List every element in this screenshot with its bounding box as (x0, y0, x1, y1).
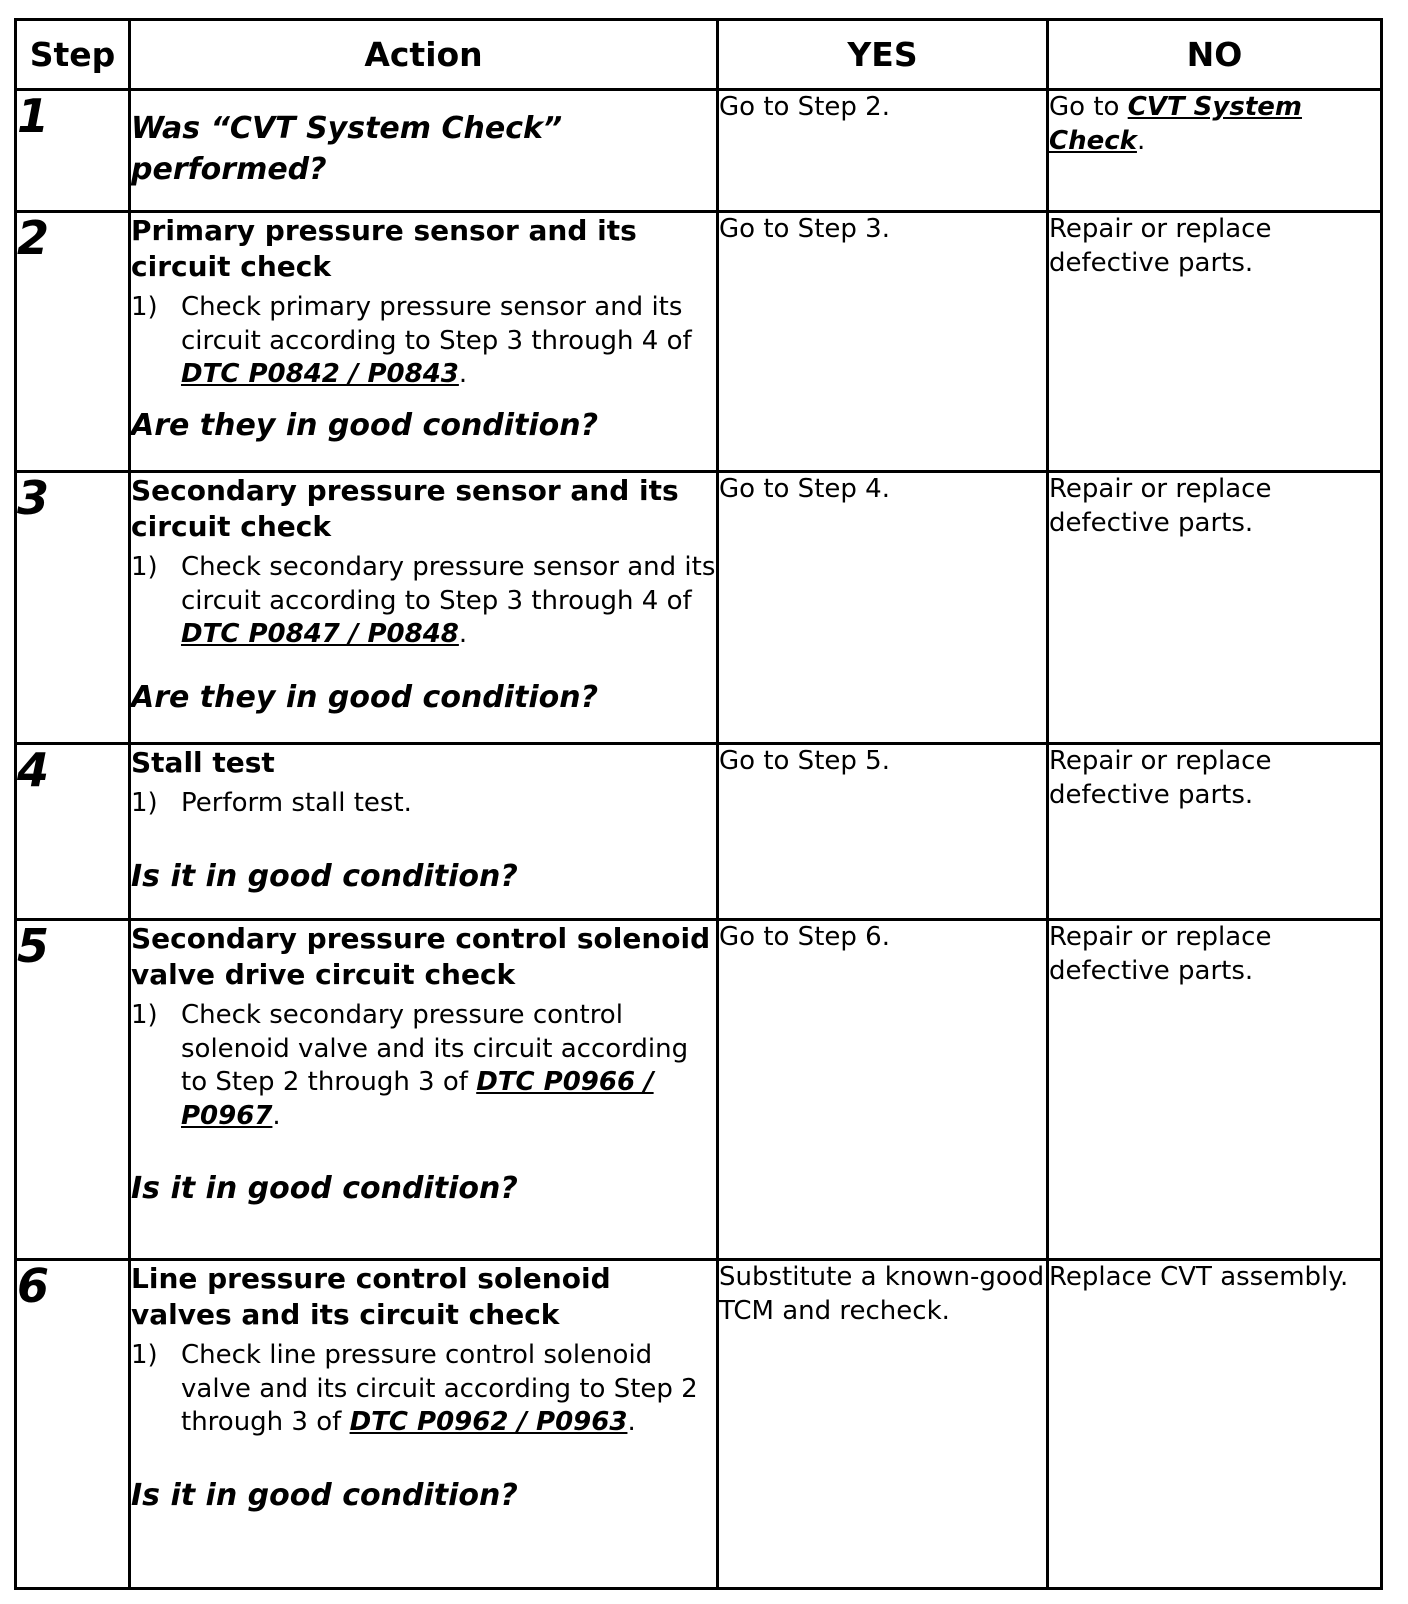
substep-end: . (458, 619, 468, 650)
substep-text (181, 291, 716, 392)
table-row-step-6 (16, 1260, 1382, 1589)
action-substep (131, 1339, 716, 1440)
yes-cell: Go to Step 6. (718, 920, 1048, 1260)
step-number: 4 (16, 744, 130, 920)
table-row-step-2 (16, 212, 1382, 472)
substep-end: . (272, 1100, 281, 1131)
step-number: 1 (16, 90, 130, 212)
substep-number: 1) (131, 552, 158, 583)
action-question: Are they in good condition? (131, 679, 599, 715)
step-number: 5 (16, 920, 130, 1260)
table-row-step-5 (16, 920, 1382, 1260)
substep-number: 1) (131, 1340, 158, 1371)
yes-cell: Substitute a known-good TCM and recheck. (718, 1260, 1048, 1589)
substep-text (181, 1339, 716, 1440)
substep-number: 1) (131, 1000, 158, 1031)
dtc-reference-link[interactable]: DTC P0962 / P0963 (349, 1407, 628, 1438)
action-substep (131, 787, 716, 821)
dtc-reference-link[interactable]: DTC P0847 / P0848 (181, 619, 459, 650)
yes-cell: Go to Step 2. (718, 90, 1048, 212)
action-title: Secondary pressure sensor and its circuit check (131, 474, 679, 544)
no-cell: Repair or replace defective parts. (1048, 472, 1382, 744)
action-cell (130, 744, 718, 920)
no-cell: Replace CVT assembly. (1048, 1260, 1382, 1589)
action-title: Stall test (131, 746, 275, 779)
substep-body: Check primary pressure sensor and its circuit according to Step 3 through 4 of (181, 292, 692, 356)
substep-body: Check secondary pressure sensor and its circuit according to Step 3 through 4 of (181, 552, 716, 616)
action-cell (130, 1260, 718, 1589)
no-cell: Repair or replace defective parts. (1048, 744, 1382, 920)
yes-cell: Go to Step 3. (718, 212, 1048, 472)
substep-text (181, 999, 716, 1133)
header-yes: YES (718, 20, 1048, 90)
substep-body: Check secondary pressure control solenoid valve and its circuit according to Step 2 through 3 of (181, 1000, 689, 1098)
action-cell (130, 920, 718, 1260)
action-title: Primary pressure sensor and its circuit check (131, 214, 637, 284)
no-cell: Repair or replace defective parts. (1048, 212, 1382, 472)
header-action: Action (130, 20, 718, 90)
action-title: Secondary pressure control solenoid valve drive circuit check (131, 922, 711, 992)
table-row-step-4 (16, 744, 1382, 920)
no-cell: Repair or replace defective parts. (1048, 920, 1382, 1260)
action-question: Are they in good condition? (131, 407, 599, 443)
step-number: 3 (16, 472, 130, 744)
action-cell (130, 90, 718, 212)
substep-text: Perform stall test. (181, 788, 412, 819)
header-row (16, 20, 1382, 90)
action-substep (131, 999, 716, 1133)
action-question: Is it in good condition? (131, 1171, 518, 1207)
table-row-step-3 (16, 472, 1382, 744)
substep-end: . (627, 1407, 636, 1438)
no-text-suffix: . (1136, 125, 1146, 156)
action-substep (131, 551, 716, 652)
step-number: 6 (16, 1260, 130, 1589)
step-number: 2 (16, 212, 130, 472)
substep-number: 1) (131, 788, 158, 819)
yes-cell: Go to Step 4. (718, 472, 1048, 744)
no-cell (1048, 90, 1382, 212)
dtc-reference-link[interactable]: DTC P0966 / P0967 (181, 1067, 654, 1131)
action-cell (130, 212, 718, 472)
substep-number: 1) (131, 292, 158, 323)
action-substep (131, 291, 716, 392)
header-step: Step (16, 20, 130, 90)
action-title: Line pressure control solenoid valves and its circuit check (131, 1262, 611, 1332)
substep-body: Check line pressure control solenoid valve and its circuit according to Step 2 through 3 of (181, 1340, 698, 1438)
substep-text (181, 551, 716, 652)
yes-cell: Go to Step 5. (718, 744, 1048, 920)
header-no: NO (1048, 20, 1382, 90)
action-question: Is it in good condition? (131, 1477, 518, 1513)
action-cell (130, 472, 718, 744)
dtc-reference-link[interactable]: DTC P0842 / P0843 (181, 359, 459, 390)
table-row-step-1 (16, 90, 1382, 212)
action-title: Was “CVT System Check” performed? (131, 111, 563, 187)
no-text-prefix: Go to (1049, 92, 1128, 122)
diagnostic-table (14, 18, 1383, 1590)
cvt-system-check-link[interactable]: CVT System Check (1049, 92, 1302, 156)
substep-end: . (458, 359, 468, 390)
action-question: Is it in good condition? (131, 858, 518, 894)
